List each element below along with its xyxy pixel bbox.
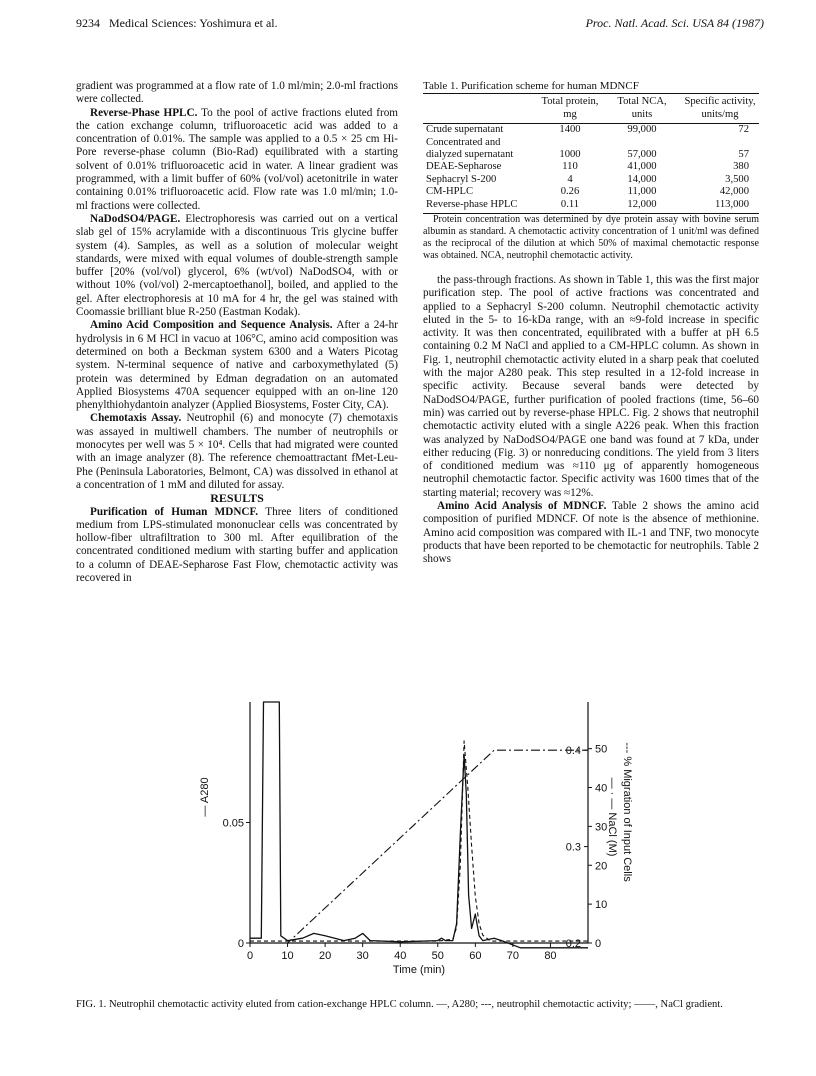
subheading: Amino Acid Analysis of MDNCF. [437,500,607,512]
y-migration-tick-label: 50 [595,743,608,756]
table-header: Total NCA, units [603,94,681,124]
paragraph-results: the pass-through fractions. As shown in Table 1, this was the first major purification step. The pool of active fractions was concentrated and applied to a Sephacryl S-200 column. Neutrophil chemotactic activity eluted in the 5- to 16-kDa range, with an ≈9-fold increase in specific activity. It was then concentrated, equilibrated with a buffer at pH 6.5 containing 0.2 M NaCl and applied to a CM-HPLC column. As shown in Fig. 1, neutrophil chemotactic activity eluted in a sharp peak that coeluted with the major A280 peak. This step resulted in a 12-fold increase in specific activity. Because several bands were detected by NaDodSO4/PAGE, further purification of pooled fractions (time, 56–60 min) was carried out by reverse-phase HPLC. Fig. 2 shows that neutrophil chemotactic activity eluted with a single A226 peak. When this fraction was analyzed by NaDodSO4/PAGE one band was found at 7 kDa, under either reducing (Fig. 3) or nonreducing conditions. The yield from 3 liters of conditioned medium was ≈110 μg of apparently homogeneous neutrophil chemotactic factor. Specific activity was 1600 times that of the starting material; recovery was ≈12%. [423,273,759,499]
table-cell: 72 [738,124,749,136]
y-left-axis-title: — A280 [199,777,211,817]
y-migration-tick-label: 40 [595,782,608,795]
table-header [423,94,537,124]
subheading: Chemotaxis Assay. [90,412,182,425]
table-header: Specific activity, units/mg [681,94,759,124]
x-tick-label: 50 [431,950,444,962]
table-cell [681,137,759,149]
subheading: Reverse-Phase HPLC. [90,106,198,119]
table-cell: 110 [562,161,578,173]
table-row [423,186,759,198]
y-migration-tick-label: 0 [595,938,602,950]
x-tick-label: 70 [506,950,520,962]
table-row-label: Sephacryl S-200 [426,173,497,185]
paragraph-page [76,213,398,319]
paragraph-text: Neutrophil (6) and monocyte (7) chemotaxis was assayed in multiwell chambers. The number of neutrophils or monocytes per well was 5 × 10⁴. Cells that had migrated were counted with an image analyzer (8). The reference chemoattractant fMet-Leu-Phe (Peninsula Laboratories, Belmont, CA) was dissolved in ethanol at a concentration of 1 mM and diluted for assay. [76,412,399,491]
paragraph-purification [76,506,398,586]
y-nacl-axis-title: — · — NaCl (M) [606,777,618,857]
table-cell: 0.11 [537,199,603,214]
figure-caption: FIG. 1. Neutrophil chemotactic activity eluted from cation-exchange HPLC column. —, A280; ---, neutrophil chemotactic activity; ——, NaCl gradient. [76,999,723,1010]
subheading: Purification of Human MDNCF. [90,505,259,518]
table-cell: 0.26 [560,186,580,198]
left-column [76,80,398,585]
paragraph-text: After a 24-hr hydrolysis in 6 M HCl in vacuo at 106°C, amino acid composition was determined on both a Beckman system 6300 and a Waters Picotag system. N-terminal sequence of native and carboxymethylated (5) protein was determined by Edman degradation on an automated Applied Biosystems 470A sequencer equipped with an on-line 120 phenylthiohydantoin analyzer (Applied Biosystems, Foster City, CA). [76,319,398,412]
table-cell: 14,000 [627,173,657,185]
series-line-neutrophil-chemotactic-activity [250,741,588,941]
table-cell: 1000 [559,148,581,160]
y-nacl-tick-label: 0.2 [565,938,581,950]
table-cell: 57,000 [627,148,657,160]
y-migration-tick-label: 10 [595,899,608,912]
page-number: 9234 [76,16,100,30]
paragraph-text: Electrophoresis was carried out on a vertical slab gel of 15% acrylamide with a discontinuous Tris glycine buffer system (4). Samples, as well as a solution of molecular weight standards, were mixed with equal volumes of double-strength sample buffer [20% (vol/vol) glycerol, 6% (wt/vol) NaDodSO4, with or without 10% (vol/vol) 2-mercaptoethanol], boiled, and applied to the gel. After electrophoresis at 10 mA for 4 hr, the gel was stained with Coomassie brilliant blue R-250 (Eastman Kodak). [76,212,399,319]
table-row-label: Concentrated and [426,136,501,148]
table-cell: 4 [567,173,573,185]
series-line-nacl-gradient [250,750,588,943]
y-nacl-tick-label: 0.4 [565,745,581,758]
results-heading: RESULTS [210,491,264,506]
table-row [423,199,759,214]
y-left-tick-label: 0.05 [222,817,244,830]
section-title: Medical Sciences: Yoshimura et al. [109,16,278,30]
table-row [423,161,759,173]
x-tick-label: 10 [281,950,294,962]
table-row-label: Reverse-phase HPLC [423,199,537,214]
journal-citation: Proc. Natl. Acad. Sci. USA 84 (1987) [585,16,764,30]
table-caption: Table 1. Purification scheme for human MDNCF [423,80,639,92]
table-cell: 11,000 [627,186,657,198]
table-cell: 57 [738,148,749,160]
running-header-left [76,16,278,31]
x-tick-label: 30 [356,950,369,962]
paragraph-text: To the pool of active fractions eluted from the cation exchange column, trifluoroacetic acid was added to a concentration of 0.01%. The sample was applied to a 0.5 × 25 cm Hi-Pore reverse-phase column (Bio-Rad) equilibrated with a starting solvent of 0.01% trifluoroacetic acid in water. A linear gradient was programmed, with a limit buffer of 60% (vol/vol) acetonitrile in water containing 0.01% trifluoroacetic acid. Flow rate was 1.0 ml/min; 1.0-ml fractions were collected. [76,106,398,212]
figure-1-chart [0,692,816,992]
x-tick-label: 20 [318,950,332,962]
subheading: Amino Acid Composition and Sequence Analysis. [90,319,333,332]
table-row-label: Crude supernatant [426,124,504,136]
x-axis-title: Time (min) [392,964,446,976]
table-cell: 113,000 [681,199,759,214]
paragraph: gradient was programmed at a flow rate of 1.0 ml/min; 2.0-ml fractions were collected. [76,80,398,106]
table-row [423,137,759,149]
y-migration-tick-label: 20 [595,860,608,873]
right-column [423,80,759,566]
x-tick-label: 0 [246,950,254,962]
table-cell: 99,000 [627,124,657,136]
y-left-tick-label: 0 [237,938,244,950]
table-row-label: dialyzed supernatant [426,148,514,160]
subheading: NaDodSO4/PAGE. [90,212,181,225]
x-tick-label: 60 [469,950,482,962]
table-cell [537,137,603,149]
paragraph-amino-acid [76,319,398,412]
series-line-a280 [250,702,588,948]
table-footnote: Protein concentration was determined by dye protein assay with bovine serum albumin as standard. A chemotactic activity concentration of 1 unit/ml was defined as the reciprocal of the dilution at which 50% of maximal chemotactic response was obtained. NCA, neutrophil chemotactic activity. [423,213,759,261]
paragraph-text: Three liters of conditioned medium from LPS-stimulated mononuclear cells was concentrated by hollow-fiber ultrafiltration to 300 ml. After equilibration of the concentrated conditioned medium with starting buffer and application to a column of DEAE-Sepharose Fast Flow, chemotactic activity was recovered in [76,505,399,584]
y-migration-tick-label: 30 [595,821,608,834]
table-row-label: CM-HPLC [426,186,474,198]
paragraph-text: Table 2 shows the amino acid composition of purified MDNCF. Of note is the absence of methionine. Amino acid composition was compared with IL-1 and TNF, two monocyte products that have been reported to be chemotactic for neutrophils. Table 2 shows [423,500,759,566]
table-row [423,174,759,186]
purification-table [423,93,759,214]
table-cell: 380 [733,161,749,173]
x-tick-label: 80 [544,950,557,962]
table-cell: 41,000 [627,161,657,173]
table-cell: 3,500 [725,173,749,185]
table-cell: 1400 [559,124,581,136]
table-cell: 12,000 [603,199,681,214]
y-nacl-tick-label: 0.3 [565,841,581,854]
paragraph-chemotaxis [76,412,398,492]
table-cell: 42,000 [719,186,749,198]
y-migration-axis-title: --- % Migration of Input Cells [621,742,633,882]
table-header: Total protein, mg [537,94,603,124]
x-tick-label: 40 [394,950,407,962]
table-cell [603,137,681,149]
table-row-label: DEAE-Sepharose [426,161,502,173]
paragraph-amino-acid-analysis [423,500,759,566]
table-row [423,124,759,137]
table-row [423,149,759,161]
paragraph-reverse-phase [76,107,398,213]
